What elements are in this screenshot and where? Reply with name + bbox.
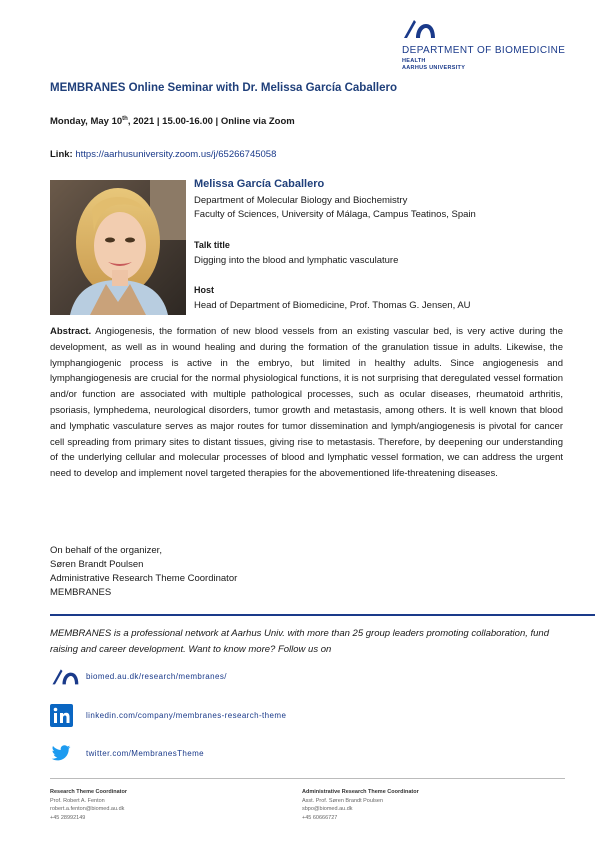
signature-line: On behalf of the organizer, [50,545,162,556]
talk-title: Digging into the blood and lymphatic vasculature [194,255,399,266]
university-name: AARHUS UNIVERSITY [402,65,466,71]
twitter-link[interactable]: twitter.com/MembranesTheme [86,749,204,758]
host-label: Host [194,285,214,295]
linkedin-link[interactable]: linkedin.com/company/membranes-research-theme [86,711,287,720]
footer-divider [50,778,565,779]
footer-admin-coordinator: Administrative Research Theme Coordinator Asst. Prof. Søren Brandt Poulsen sbpo@biomed.au.dk +45 60666727 [302,789,419,821]
au-website-link[interactable]: biomed.au.dk/research/membranes/ [86,672,227,681]
speaker-photo [50,180,186,315]
zoom-link[interactable]: https://aarhusuniversity.zoom.us/j/65266745058 [75,149,277,160]
speaker-name: Melissa García Caballero [194,178,325,190]
talk-title-label: Talk title [194,240,230,250]
zoom-link-line: Link: https://aarhusuniversity.zoom.us/j/65266745058 [50,149,277,160]
speaker-department: Department of Molecular Biology and Biochemistry [194,195,408,206]
linkedin-icon [50,704,73,727]
department-name: DEPARTMENT OF BIOMEDICINE [402,45,566,56]
signature-org: MEMBRANES [50,587,112,598]
au-logo-icon [402,16,436,40]
faculty-name: HEALTH [402,58,426,64]
signature-name: Søren Brandt Poulsen [50,559,144,570]
abstract: Abstract. Angiogenesis, the formation of new blood vessels from an existing vascular bed, is very active during the development, as well as in wound healing and during the formation of the granulation tissue in adults. Likewise, the lymphangiogenic process is active in the embryo, but limited in healthy adults. Since angiogenesis and lymphangiogenesis are crucial for the normal physiological functions, it is not surprising that deregulated vessel formation and/or function are associated with multiple pathological processes, such as ocular diseases, rheumatoid arthritis, psoriasis, lymphedema, neurological disorders, tumor growth and metastasis, among others. It is well known that blood and lymphatic vasculature serves as major routes for tumor dissemination and lymph/angiogenesis is pivotal for cancer cell spreading from primary sites to distant tissues, giving rise to metastasis. Therefore, by deepening our understanding of the underlying cellular and molecular processes of blood and lymphatic vessel formation, we can address the urgent need to develop and implement novel targeted therapies for the abovementioned life-threatening diseases. [50,326,563,480]
network-intro: MEMBRANES is a professional network at Aarhus Univ. with more than 25 group leaders promoting collaboration, fund raising and career development. Want to know more? Follow us on [50,628,549,655]
divider [50,614,595,616]
footer-coordinator: Research Theme Coordinator Prof. Robert A. Fenton robert.a.fenton@biomed.au.dk +45 28992149 [50,789,128,821]
page-title: MEMBRANES Online Seminar with Dr. Melissa García Caballero [50,82,398,94]
host-name: Head of Department of Biomedicine, Prof. Thomas G. Jensen, AU [194,300,471,311]
signature-role: Administrative Research Theme Coordinator [50,573,238,584]
seminar-date: Monday, May 10th, 2021 | 15.00-16.00 | Online via Zoom [50,116,295,128]
au-logo-icon [50,666,80,686]
speaker-faculty: Faculty of Sciences, University of Málaga, Campus Teatinos, Spain [194,209,476,220]
twitter-icon [50,742,72,764]
